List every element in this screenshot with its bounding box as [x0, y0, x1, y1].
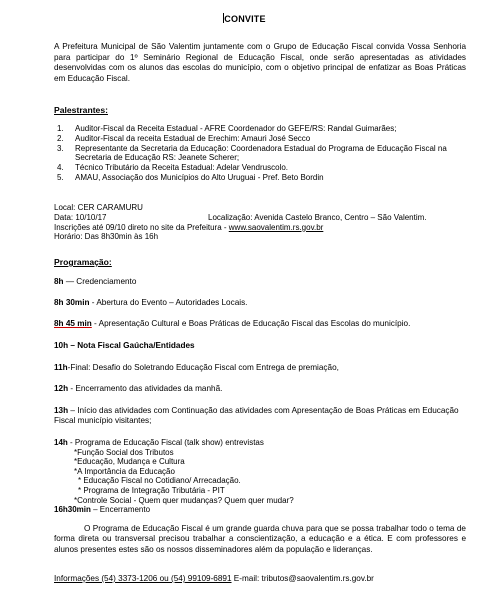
- list-item: [54, 173, 474, 183]
- contact-line: [54, 574, 374, 584]
- local-line: Local: CER CARAMURU: [54, 203, 143, 212]
- website-link[interactable]: www.saovalentim.rs.gov.br: [228, 222, 324, 232]
- program-item-1: [54, 277, 474, 287]
- registration-line: [54, 223, 474, 233]
- speakers-list: [54, 124, 474, 183]
- talk-topic: *Controle Social - Quem quer mudanças? Quem quer mudar?: [74, 495, 294, 505]
- program-heading: Programação:: [54, 257, 112, 267]
- list-text: Representante da Secretaria da Educação: Coordenadora Estadual do Programa de Educação Fiscal na Secretaria de Educação RS: Jeanete Scherer;: [75, 143, 447, 163]
- program-time: 8h: [54, 277, 64, 286]
- list-text: AMAU, Associação dos Municípios do Alto Uruguai - Pref. Beto Bordin: [75, 172, 324, 182]
- program-item-8: [54, 438, 474, 515]
- list-number: 1.: [57, 124, 64, 133]
- list-text: Auditor-Fiscal da receita Estadual de Erechim: Amauri José Secco: [75, 133, 311, 143]
- intro-paragraph: A Prefeitura Municipal de São Valentim juntamente com o Grupo de Educação Fiscal convida Vossa Senhoria para participar do 1º Seminário Regional de Educação Fiscal, onde serão apresentadas as atividades desenvolvidas com os alunos das escolas do município, com o objetivo principal de enfatizar as Boas Práticas em Educação Fiscal.: [54, 42, 466, 83]
- program-text: – Encerramento: [90, 505, 151, 515]
- event-info: [54, 203, 474, 242]
- program-time: 16h30min: [54, 505, 91, 515]
- program-text: - Abertura do Evento – Autoridades Locais.: [89, 298, 248, 307]
- list-number: 4.: [57, 163, 64, 173]
- phone-text: Informações (54) 3373-1206 ou (54) 99109-6891: [54, 574, 232, 583]
- program-time: 13h: [54, 406, 69, 415]
- list-item: [54, 124, 474, 134]
- program-line: [54, 505, 474, 515]
- program-time: 14h: [54, 438, 68, 447]
- talk-topic: * Programa de Integração Tributária - PIT: [78, 485, 225, 495]
- email-text: E-mail: tributos@saovalentim.rs.gov.br: [231, 574, 374, 583]
- program-item-4: 10h – Nota Fiscal Gaúcha/Entidades: [54, 341, 195, 350]
- program-time: 11h: [54, 363, 68, 372]
- program-text: - Programa de Educação Fiscal (talk show) entrevistas: [67, 438, 264, 447]
- schedule-hours: Horário: Das 8h30min às 16h: [54, 232, 159, 242]
- talk-topic: * Educação Fiscal no Cotidiano/ Arrecadação.: [78, 476, 241, 486]
- speakers-heading: Palestrantes:: [54, 105, 108, 115]
- program-item-3: [54, 319, 474, 329]
- program-item-5: [54, 363, 474, 373]
- program-text: - Encerramento das atividades da manhã.: [68, 384, 223, 393]
- list-text: Técnico Tributário da Receita Estadual: Adelar Vendruscolo.: [75, 163, 289, 173]
- list-item: [54, 144, 474, 164]
- list-number: 5.: [57, 172, 64, 182]
- list-item: [54, 134, 474, 144]
- list-text: Auditor-Fiscal da Receita Estadual - AFRE Coordenador do GEFE/RS: Randal Guimarães;: [75, 124, 397, 133]
- talk-topic: *Função Social dos Tributos: [74, 447, 174, 457]
- date-text: Data: 10/10/17: [54, 212, 107, 222]
- program-time: 8h 45 min: [54, 319, 92, 328]
- program-line: [54, 438, 474, 448]
- program-item-7: [54, 406, 474, 426]
- program-item-6: [54, 384, 474, 394]
- title-text: CONVITE: [224, 14, 266, 24]
- talk-topic: *Educação, Mudança e Cultura: [74, 457, 185, 467]
- program-text: - Apresentação Cultural e Boas Práticas de Educação Fiscal das Escolas do município.: [91, 319, 411, 328]
- list-item: [54, 163, 474, 173]
- list-number: 3.: [57, 143, 64, 153]
- document-title: [0, 13, 489, 25]
- date-line: [54, 213, 474, 223]
- closing-paragraph: [54, 524, 466, 555]
- program-time: 8h 30min: [54, 298, 90, 307]
- program-text: – Início das atividades com Continuação das atividades com Apresentação de Boas Práticas em Educação Fiscal município visitantes;: [54, 406, 459, 425]
- location-text: Localização: Avenida Castelo Branco, Centro – São Valentim.: [208, 212, 427, 222]
- program-text: — Credenciamento: [63, 277, 137, 286]
- closing-text: O Programa de Educação Fiscal é um grande guarda chuva para que se possa trabalhar todo o tema de forma direta ou transversal precisou trabalhar a conscientização, a educação e a ética. E com professores e alunos presentes estes são os nossos disseminadores além da população e lideranças.: [54, 524, 466, 554]
- program-item-2: [54, 298, 474, 308]
- talk-topic: *A Importância da Educação: [74, 466, 175, 476]
- program-time: 12h: [54, 384, 69, 393]
- program-text: -Final: Desafio do Soletrando Educação Fiscal com Entrega de premiação,: [67, 363, 339, 372]
- list-number: 2.: [57, 133, 64, 143]
- registration-text: Inscrições até 09/10 direto no site da Prefeitura -: [54, 222, 229, 232]
